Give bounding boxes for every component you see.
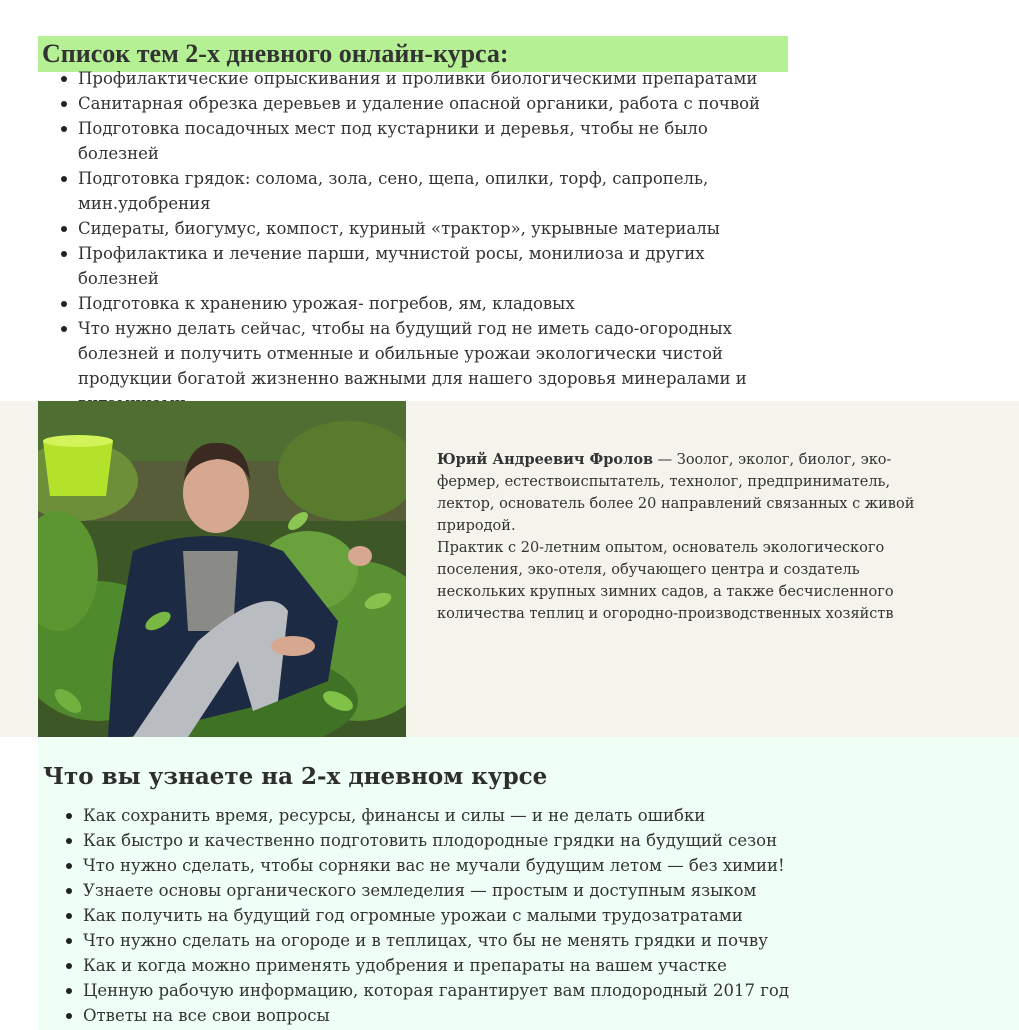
learn-list — [65, 803, 1005, 1028]
list-item: Что нужно сделать на огороде и в теплицах, что бы не менять грядки и почву — [65, 928, 1005, 953]
author-bio-intro — [437, 449, 917, 537]
author-section — [0, 401, 1019, 737]
list-item: Профилактика и лечение парши, мучнистой росы, монилиоза и других болезней — [60, 241, 790, 291]
author-bio-text: — Зоолог, эколог, биолог, эко-фермер, естествоиспытатель, технолог, предприниматель, лектор, основатель более 20 направлений связанных с живой природой. — [437, 452, 915, 534]
list-item: Подготовка к хранению урожая- погребов, ям, кладовых — [60, 291, 790, 316]
learn-section — [38, 737, 1019, 1030]
topics-section — [0, 0, 1019, 401]
topics-list — [60, 66, 790, 441]
list-item: Что нужно делать сейчас, чтобы на будущий год не иметь садо-огородных болезней и получить отменные и обильные урожаи экологически чистой продукции богатой жизненно важными для нашего здоровья минералами и — [60, 316, 790, 416]
list-item: Подготовка грядок: солома, зола, сено, щепа, опилки, торф, сапропель, мин.удобрения — [60, 166, 790, 216]
learn-title: Что вы узнаете на 2-х дневном курсе — [43, 763, 548, 790]
list-item: Сидераты, биогумус, компост, куриный «трактор», укрывные материалы — [60, 216, 790, 241]
list-item: Санитарная обрезка деревьев и удаление опасной органики, работа с почвой — [60, 91, 790, 116]
list-item: Что нужно сделать, чтобы сорняки вас не мучали будущим летом — без химии! — [65, 853, 1005, 878]
author-name: Юрий Андреевич Фролов — [437, 451, 654, 468]
list-item: Подготовка посадочных мест под кустарники и деревья, чтобы не было болезней — [60, 116, 790, 166]
author-photo — [38, 401, 406, 737]
list-item: Как сохранить время, ресурсы, финансы и силы — и не делать ошибки — [65, 803, 1005, 828]
list-item: Как и когда можно применять удобрения и препараты на вашем участке — [65, 953, 1005, 978]
list-item: Узнаете основы органического земледелия — простым и доступным языком — [65, 878, 1005, 903]
author-bio — [437, 449, 917, 625]
list-item: Профилактические опрыскивания и проливки биологическими препаратами — [60, 66, 790, 91]
topics-title: Список тем 2-х дневного онлайн-курса: — [38, 36, 788, 72]
author-practice-text: Практик с 20-летним опытом, основатель экологического поселения, эко-отеля, обучающего центра и создатель нескольких крупных зимних садов, а также бесчисленного количества теплиц и огородно-производственных хозяйств — [437, 540, 894, 622]
list-item: Как получить на будущий год огромные урожаи с малыми трудозатратами — [65, 903, 1005, 928]
list-item: Как быстро и качественно подготовить плодородные грядки на будущий сезон — [65, 828, 1005, 853]
list-item: Ответы на все свои вопросы — [65, 1003, 1005, 1028]
list-item: Ценную рабочую информацию, которая гарантирует вам плодородный 2017 год — [65, 978, 1005, 1003]
